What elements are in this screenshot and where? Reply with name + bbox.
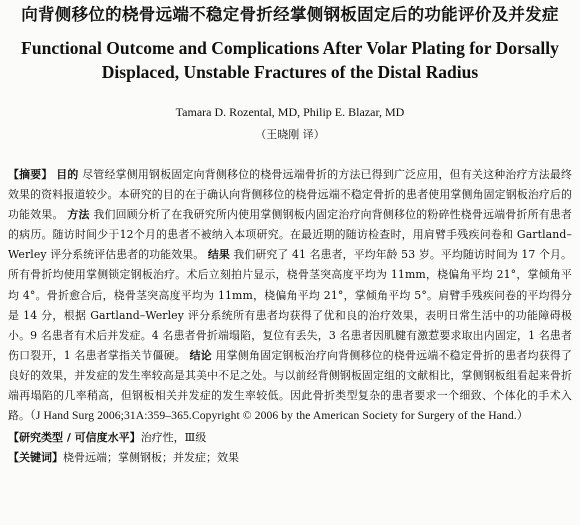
abstract-label: 【摘要】 [8, 168, 53, 181]
method-label: 方法 [67, 208, 90, 222]
purpose-label: 目的 [56, 168, 79, 181]
method-text: 我们回顾分析了在我研究所内使用掌侧钢板内固定治疗向背侧移位的粉碎性桡骨远端骨折所有患者的病历。随访时间少于12个月的患者不被纳入本项研究。在最近期的随访检查时，用肩臂手残疾问卷和 Gartland–Werley 评分系统评估患者的功能效果。 [8, 208, 572, 262]
study-type-label: 【研究类型 / 可信度水平】 [8, 431, 141, 445]
translator: （王晓刚 译） [255, 128, 325, 141]
abstract [8, 165, 572, 426]
study-type-line [8, 428, 572, 448]
english-title: Functional Outcome and Complications After Volar Plating for Dorsally Displaced, Unstable Fractures of the Distal Radius [21, 38, 559, 82]
authors: Tamara D. Rozental, MD, Philip E. Blazar, MD [175, 105, 405, 119]
keywords-value: 桡骨远端；掌侧钢板；并发症；效果 [63, 451, 239, 465]
citation: （J Hand Surg 2006;31A:359–365.Copyright © 2006 by the American Society for Surgery of the Hand.） [29, 409, 529, 423]
keywords-line [8, 448, 572, 468]
result-label: 结果 [207, 248, 230, 262]
chinese-title: 向背侧移位的桡骨远端不稳定骨折经掌侧钢板固定后的功能评价及并发症 [21, 5, 559, 24]
conclusion-label: 结论 [189, 348, 212, 362]
keywords-label: 【关键词】 [8, 451, 63, 465]
result-text: 我们研究了 41 名患者，平均年龄 53 岁。平均随访时间为 17 个月。所有骨折均使用掌侧锁定钢板治疗。术后立刻拍片显示，桡骨茎突高度平均为 11mm，桡偏角平均 21°，掌倾角平均 4°。骨折愈合后，桡骨茎突高度平均为 11mm，桡偏角平均 21°，掌倾角平均 5°。肩臂手残疾问卷的平均得分是 14 分，根据 Gartland–Werley 评分系统所有患者均获得了优和良的治疗效果，表明日常生活中的功能障碍极小。9 名患者有术后并发症。4 名患者骨折端塌陷，复位有丢失，3 名患者因肌腱有激惹要求取出内固定，1 名患者伤口裂开，1 名患者掌指关节僵硬。 [8, 248, 573, 362]
conclusion-text: 用掌侧角固定钢板治疗向背侧移位的桡骨远端不稳定骨折的患者均获得了良好的效果，并发症的发生率较高是其美中不足之处。与以前经背侧钢板固定组的文献相比，掌侧钢板组看起来骨折端再塌陷的几率稍高，但钢板相关并发症的发生率较低。因此骨折类型复杂的患者要求一个细致、个体化的手术入路。 [8, 348, 573, 423]
study-type-value: 治疗性，Ⅲ级 [140, 431, 207, 445]
purpose-text: 尽管经掌侧用钢板固定向背侧移位的桡骨远端骨折的方法已得到广泛应用，但有关这种治疗方法最终效果的资料报道较少。本研究的目的在于确认向背侧移位的桡骨远端不稳定骨折的患者使用掌侧角固定钢板治疗后的功能效果。 [8, 168, 573, 222]
